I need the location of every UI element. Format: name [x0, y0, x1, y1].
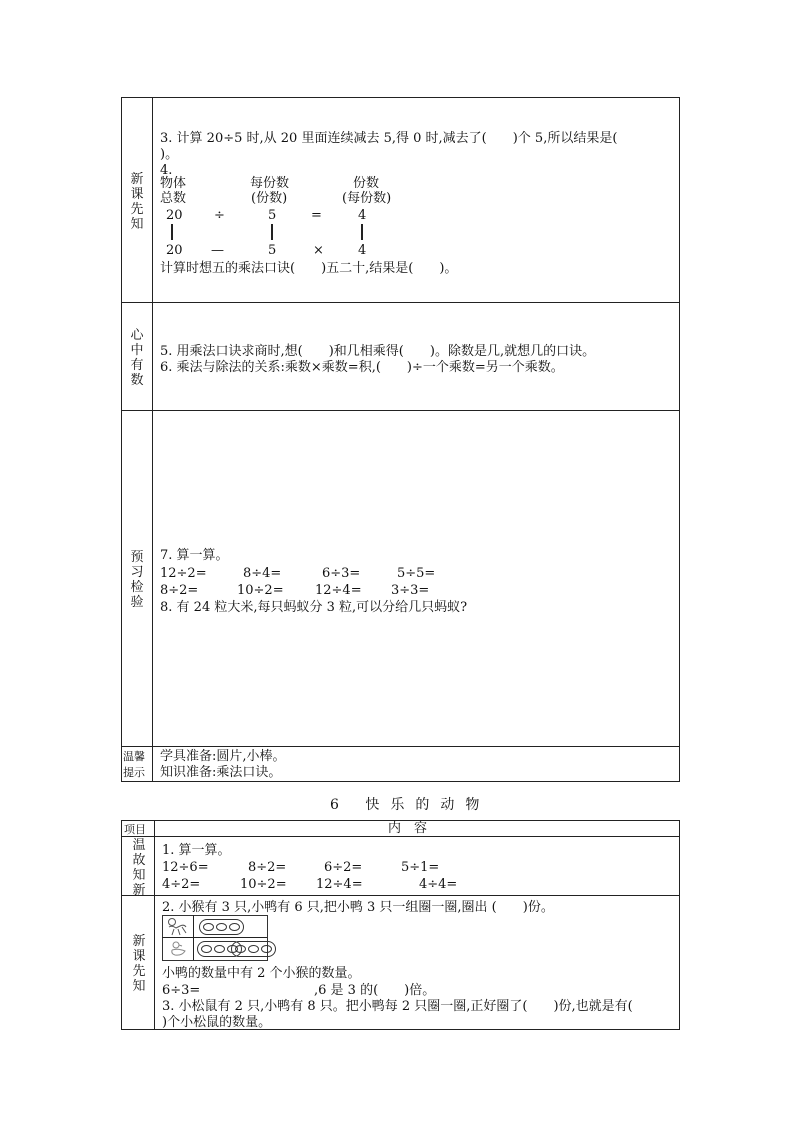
row-label-preview-check: 预习检验: [130, 550, 144, 610]
table2-col-divider: [154, 820, 155, 1030]
table1-left-border: [121, 97, 122, 782]
calc-item: 12÷4=: [316, 877, 363, 892]
table2-right-border: [679, 820, 680, 1030]
header-content: 内 容: [388, 821, 428, 836]
question-3: 3. 计算 20÷5 时,从 20 里面连续减去 5,得 0 时,减去了( )个 5,所以结果是(: [160, 131, 618, 146]
question-2-equation: 6÷3=: [162, 983, 201, 998]
header-item: 项目: [124, 823, 146, 836]
section-title: 6 快乐的动物: [330, 797, 491, 813]
question-4-text: 计算时想五的乘法口诀( )五二十,结果是( )。: [160, 261, 458, 276]
diagram-subheader-shares: (每份数): [342, 191, 392, 206]
calc-item: 10÷2=: [240, 877, 287, 892]
table1-row-divider-3: [121, 746, 680, 747]
monkey-oval: [229, 923, 240, 931]
table2-left-border: [121, 820, 122, 1030]
calc-item: 6÷2=: [324, 860, 363, 875]
diagram-header-shares: 份数: [353, 176, 380, 191]
row-label-review: 温故知新: [132, 838, 146, 898]
diagram-header-per-share: 每份数: [250, 176, 290, 191]
calc-item: 4÷2=: [162, 877, 201, 892]
table1-row-divider-1: [121, 302, 680, 303]
calc-item: 12÷2=: [160, 566, 207, 581]
duck-group-2: [231, 941, 276, 957]
duck-oval: [235, 945, 246, 953]
diagram-header-total: 物体: [160, 176, 187, 191]
diagram-top-quotient: 4: [358, 208, 367, 223]
review-question-1: 1. 算一算。: [162, 843, 231, 858]
question-7: 7. 算一算。: [160, 548, 229, 563]
question-2: 2. 小猴有 3 只,小鸭有 6 只,把小鸭 3 只一组圈一圈,圈出 ( )份。: [162, 900, 554, 915]
duck-oval: [261, 945, 272, 953]
diagram-bottom-op: —: [211, 243, 224, 258]
diagram-connector-1: [171, 224, 173, 240]
calc-item: 12÷6=: [162, 860, 209, 875]
calc-item: 8÷4=: [243, 566, 282, 581]
duck-oval: [214, 945, 225, 953]
question-3-squirrel-continued: )个小松鼠的数量。: [162, 1015, 272, 1030]
table1-row-divider-2: [121, 410, 680, 411]
knowledge-prep: 知识准备:乘法口诀。: [160, 765, 282, 780]
question-4: 4.: [160, 163, 173, 178]
picture-grid-row-divider: [162, 937, 267, 938]
row-label-tips-line1: 温馨: [123, 750, 145, 763]
diagram-top-divisor: 5: [268, 208, 277, 223]
monkey-icon: [166, 917, 190, 936]
duck-icon: [168, 940, 190, 958]
tools-prep: 学具准备:圆片,小棒。: [160, 749, 286, 764]
calc-item: 6÷3=: [322, 566, 361, 581]
duck-oval: [201, 945, 212, 953]
row-label-new-lesson-2: 新课先知: [132, 934, 146, 994]
calc-item: 10÷2=: [237, 583, 284, 598]
diagram-bottom-product: 20: [166, 243, 183, 258]
calc-item: 8÷2=: [248, 860, 287, 875]
question-3-continued: )。: [160, 147, 179, 162]
table2-row-divider: [121, 895, 680, 896]
question-5: 5. 用乘法口诀求商时,想( )和几相乘得( )。除数是几,就想几的口诀。: [160, 344, 596, 359]
diagram-subheader-total: 总数: [160, 191, 187, 206]
calc-item: 3÷3=: [391, 583, 430, 598]
row-label-new-lesson: 新课先知: [130, 172, 144, 232]
duck-oval: [248, 945, 259, 953]
diagram-top-op: ÷: [214, 208, 225, 223]
monkey-oval: [216, 923, 227, 931]
calc-item: 4÷4=: [419, 877, 458, 892]
monkey-group: [199, 919, 244, 935]
diagram-connector-3: [361, 224, 363, 240]
question-6: 6. 乘法与除法的关系:乘数×乘数=积,( )÷一个乘数=另一个乘数。: [160, 360, 564, 375]
calc-item: 5÷1=: [401, 860, 440, 875]
diagram-bottom-factor2: 4: [358, 243, 367, 258]
diagram-subheader-per-share: (份数): [251, 191, 288, 206]
diagram-bottom-factor1: 5: [268, 243, 277, 258]
diagram-top-eq: =: [311, 208, 322, 223]
monkey-oval: [203, 923, 214, 931]
diagram-connector-2: [271, 224, 273, 240]
diagram-top-dividend: 20: [166, 208, 183, 223]
question-3-squirrel: 3. 小松鼠有 2 只,小鸭有 8 只。把小鸭每 2 只圈一圈,正好圈了( )份,也就是有(: [162, 999, 633, 1014]
question-2-statement: 小鸭的数量中有 2 个小猴的数量。: [162, 966, 361, 981]
row-label-key-points: 心中有数: [130, 328, 144, 388]
calc-item: 5÷5=: [397, 566, 436, 581]
table1-col-divider: [152, 97, 153, 782]
table1-bottom-border: [121, 781, 680, 782]
table1-top-border: [121, 97, 680, 98]
calc-item: 12÷4=: [315, 583, 362, 598]
question-8: 8. 有 24 粒大米,每只蚂蚁分 3 粒,可以分给几只蚂蚁?: [160, 600, 468, 615]
row-label-tips-line2: 提示: [123, 766, 145, 779]
calc-item: 8÷2=: [160, 583, 199, 598]
question-2-times: ,6 是 3 的( )倍。: [314, 983, 436, 998]
table1-right-border: [679, 97, 680, 782]
diagram-bottom-times: ×: [313, 243, 324, 258]
